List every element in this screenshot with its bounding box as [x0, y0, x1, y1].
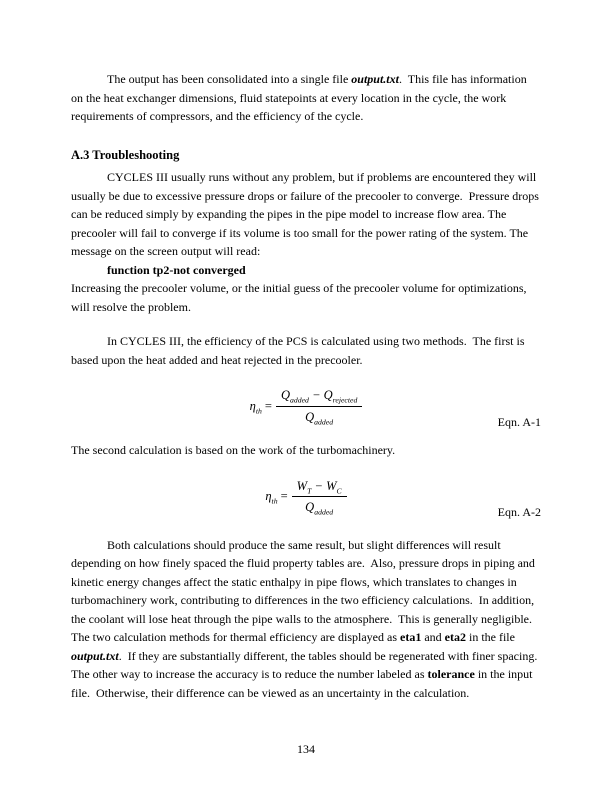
equation-a1 [71, 383, 541, 429]
console-error-message: function tp2-not converged [107, 262, 246, 277]
equation-a2 [71, 474, 541, 520]
paragraph-output-summary: The output has been consolidated into a single file output.txt. This file has information on the heat exchanger dimensions, fluid statepoints at every location in the cycle, the work requirements of compressors, and the efficiency of the cycle. [71, 72, 530, 123]
eta-symbol: η [249, 398, 256, 413]
paragraph-efficiency-intro: In CYCLES III, the efficiency of the PCS is calculated using two methods. The first is based upon the heat added and heat rejected in the precooler. [71, 334, 528, 367]
page-number: 134 [297, 741, 315, 756]
equals-sign: = [280, 489, 288, 504]
fraction-a2 [292, 477, 347, 517]
fraction-a2-denominator: $Q_{added}$ [305, 500, 334, 517]
eta-subscript: th [271, 496, 278, 506]
paragraph-second-method: The second calculation is based on the work of the turbomachinery. [71, 443, 396, 457]
equation-a2-lhs [265, 487, 287, 506]
equation-a1-lhs [250, 397, 272, 416]
eta-subscript: th [255, 406, 262, 416]
equation-a1-label: Eqn. A-1 [497, 414, 541, 429]
eta-symbol: η [265, 489, 272, 504]
fraction-a1-denominator: $Q_{added}$ [305, 409, 334, 426]
equation-a2-label: Eqn. A-2 [497, 505, 541, 519]
section-heading-troubleshooting: A.3 Troubleshooting [71, 147, 180, 162]
paragraph-resolution: Increasing the precooler volume, or the initial guess of the precooler volume for optimizations, will resolve the problem. [71, 281, 530, 314]
paragraph-troubleshooting: CYCLES III usually runs without any problem, but if problems are encountered they will usually be due to excessive pressure drops or failure of the precooler to converge. Pressure drops can be reduced simply by expanding the pipes in the pipe model to increase flow area. The precooler will fail to converge if its volume is too small for the power rating of the system. The message on the screen output will read: [71, 170, 542, 258]
fraction-a1-numerator: $Q_{added} - Q_{rejected}$ [276, 386, 362, 407]
fraction-a2-numerator: $W_T - W_C$ [292, 477, 347, 498]
paragraph-discussion: Both calculations should produce the same result, but slight differences will result depending on how finely spaced the fluid property tables are. Also, pressure drops in piping and kinetic energy changes affect the static enthalpy in pipe flows, which translates to changes in turbomachinery work, contributing to differences in the two efficiency calculations. In addition, the coolant will lose heat through the pipe walls to the atmosphere. This is generally negligible. The two calculation methods for thermal efficiency are displayed as eta1 and eta2 in the file output.txt. If they are substantially different, the tables should be regenerated with finer spacing. The other way to increase the accuracy is to reduce the number labeled as tolerance in the input file. Otherwise, their difference can be viewed as an uncertainty in the calculation. [71, 537, 541, 700]
fraction-a1 [276, 386, 362, 426]
equals-sign: = [264, 398, 272, 413]
